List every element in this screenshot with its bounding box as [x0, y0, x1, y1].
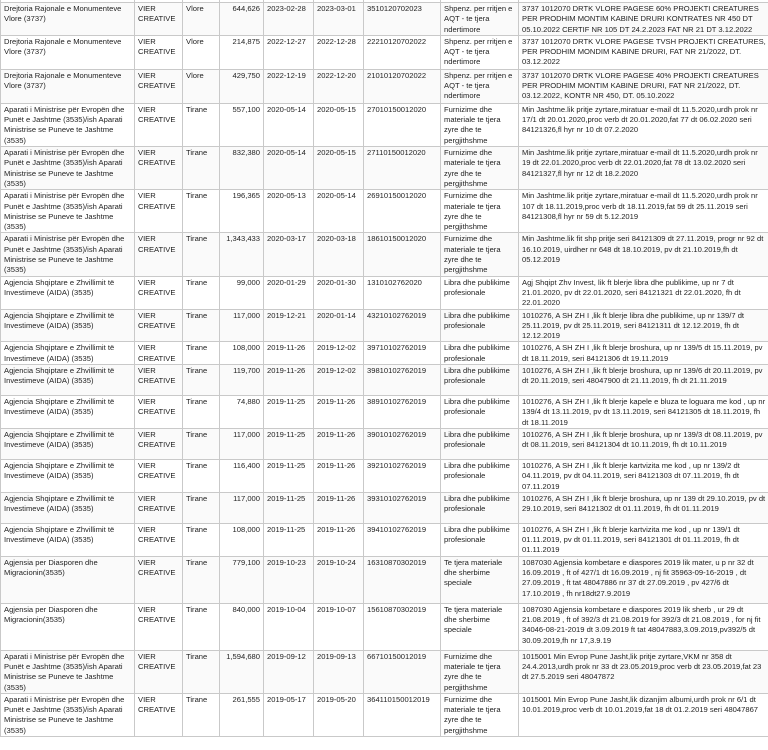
description-cell: 1010276, A SH ZH I ,lik ft blerje broshura, up nr 139/3 dt 08.11.2019, pv dt 08.11.2019, seri 84121304 dt 10.11.2019, fh dt 10.11.2019	[519, 428, 768, 459]
description-cell: 3737 1012070 DRTK VLORE PAGESE 60% PROJEKTI CREATURES PER PRODHIM MONTIM KABINE DRURI KONTRATES NR 450 DT 05.10.2022 CERTIF NR 105 DT 24.2.2023 FAT NR 21 DT 3.12.2022	[519, 3, 768, 36]
date-cell: 2019-11-25	[264, 459, 314, 492]
reference-cell: 21010120702022	[364, 69, 441, 103]
description-cell: 3737 1012070 DRTK VLORE PAGESE TVSH PROJEKTI CREATURES, PER PRODHIM MONDIM KABINE DRURI, FAT NR 21/2022, DT. 03.12.2022	[519, 35, 768, 69]
city-cell: Tirane	[183, 556, 220, 603]
description-cell: Min Jashtme.lik pritje zyrtare,miratuar e-mail dt 11.5.2020,urdh prok nr 17/1 dt 20.01.2020,proc verb dt 20.01.2020,fat 77 dt 06.02.2020 seri 84121326,fl hyr nr 10 dt 07.2.2020	[519, 103, 768, 146]
table-row	[1, 396, 768, 429]
date-cell: 2019-12-21	[264, 309, 314, 342]
reference-cell: 27110150012020	[364, 147, 441, 190]
date-cell: 2020-01-29	[264, 276, 314, 309]
amount-cell: 117,000	[220, 492, 264, 523]
reference-cell: 22210120702022	[364, 35, 441, 69]
table-row	[1, 365, 768, 396]
table-row	[1, 147, 768, 190]
category-cell: Furnizime dhe materiale te tjera zyre dhe te pergjithshme	[441, 693, 519, 736]
institution-cell: Agjencia Shqiptare e Zhvillimit të Investimeve (AIDA) (3535)	[1, 365, 135, 396]
table-row	[1, 190, 768, 233]
amount-cell: 99,000	[220, 276, 264, 309]
category-cell: Libra dhe publikime profesionale	[441, 523, 519, 556]
date-cell: 2019-09-13	[314, 650, 364, 693]
city-cell: Tirane	[183, 428, 220, 459]
date-cell: 2019-10-23	[264, 556, 314, 603]
date-cell: 2019-05-20	[314, 693, 364, 736]
category-cell: Shpenz. per rritjen e AQT - te tjera ndertimore	[441, 3, 519, 36]
category-cell: Furnizime dhe materiale te tjera zyre dhe te pergjithshme	[441, 147, 519, 190]
table-row	[1, 603, 768, 650]
date-cell: 2019-12-02	[314, 342, 364, 365]
category-cell: Te tjera materiale dhe sherbime speciale	[441, 556, 519, 603]
amount-cell: 117,000	[220, 428, 264, 459]
reference-cell: 3510120702023	[364, 3, 441, 36]
institution-cell: Agjencia Shqiptare e Zhvillimit të Investimeve (AIDA) (3535)	[1, 492, 135, 523]
date-cell: 2019-11-25	[264, 492, 314, 523]
city-cell: Tirane	[183, 603, 220, 650]
city-cell: Tirane	[183, 523, 220, 556]
date-cell: 2019-05-17	[264, 693, 314, 736]
date-cell: 2019-10-07	[314, 603, 364, 650]
institution-cell: Drejtoria Rajonale e Monumenteve Vlore (3737)	[1, 35, 135, 69]
table-row	[1, 342, 768, 365]
supplier-cell: VIER CREATIVE	[135, 650, 183, 693]
amount-cell: 261,555	[220, 693, 264, 736]
supplier-cell: VIER CREATIVE	[135, 396, 183, 429]
city-cell: Tirane	[183, 396, 220, 429]
amount-cell: 644,626	[220, 3, 264, 36]
category-cell: Shpenz. per rritjen e AQT - te tjera ndertimore	[441, 69, 519, 103]
category-cell: Libra dhe publikime profesionale	[441, 365, 519, 396]
supplier-cell: VIER CREATIVE	[135, 103, 183, 146]
table-row	[1, 492, 768, 523]
supplier-cell: VIER CREATIVE	[135, 233, 183, 276]
date-cell: 2019-11-26	[314, 523, 364, 556]
table-row	[1, 428, 768, 459]
date-cell: 2019-11-25	[264, 396, 314, 429]
supplier-cell: VIER CREATIVE	[135, 428, 183, 459]
category-cell: Libra dhe publikime profesionale	[441, 428, 519, 459]
city-cell: Tirane	[183, 276, 220, 309]
supplier-cell: VIER CREATIVE	[135, 556, 183, 603]
institution-cell: Agjencia Shqiptare e Zhvillimit të Investimeve (AIDA) (3535)	[1, 459, 135, 492]
amount-cell: 840,000	[220, 603, 264, 650]
category-cell: Te tjera materiale dhe sherbime speciale	[441, 603, 519, 650]
reference-cell: 43210102762019	[364, 309, 441, 342]
category-cell: Libra dhe publikime profesionale	[441, 309, 519, 342]
date-cell: 2020-01-14	[314, 309, 364, 342]
description-cell: 1015001 Min Evrop Pune Jasht,lik dizanjim albumi,urdh prok nr 6/1 dt 10.01.2019,proc verb dt 10.01.2019,fat 18 dt 01.2.2019 seri 48047867	[519, 693, 768, 736]
institution-cell: Aparati i Ministrise për Evropën dhe Punët e Jashtme (3535)/ish Aparati Ministrise se Puneve te Jashtme (3535)	[1, 233, 135, 276]
description-cell: Agj Shqipt Zhv Invest, lik ft blerje libra dhe publikime, up nr 7 dt 21.01.2020, pv dt 22.01.2020, seri 84121321 dt 22.01.2020, fh dt 22.01.2020	[519, 276, 768, 309]
category-cell: Libra dhe publikime profesionale	[441, 276, 519, 309]
date-cell: 2019-11-26	[314, 459, 364, 492]
category-cell: Furnizime dhe materiale te tjera zyre dhe te pergjithshme	[441, 233, 519, 276]
supplier-cell: VIER CREATIVE	[135, 459, 183, 492]
category-cell: Furnizime dhe materiale te tjera zyre dhe te pergjithshme	[441, 103, 519, 146]
institution-cell: Aparati i Ministrise për Evropën dhe Punët e Jashtme (3535)/ish Aparati Ministrise se Puneve te Jashtme (3535)	[1, 147, 135, 190]
date-cell: 2019-09-12	[264, 650, 314, 693]
reference-cell: 15610870302019	[364, 603, 441, 650]
amount-cell: 117,000	[220, 309, 264, 342]
date-cell: 2019-11-25	[264, 428, 314, 459]
date-cell: 2022-12-28	[314, 35, 364, 69]
description-cell: Min Jashtme.lik fit shp pritje seri 84121309 dt 27.11.2019, progr nr 92 dt 16.10.2019, uirdher nr 648 dt 18.10.2019, pv dt 21.10.2019,fh dt 05.12.2019	[519, 233, 768, 276]
institution-cell: Drejtoria Rajonale e Monumenteve Vlore (3737)	[1, 3, 135, 36]
description-cell: 1010276, A SH ZH I ,lik ft blerje libra dhe publikime, up nr 139/7 dt 25.11.2019, pv dt 25.11.2019, seri 84121311 dt 12.12.2019, fh dt 12.12.2019	[519, 309, 768, 342]
city-cell: Tirane	[183, 190, 220, 233]
category-cell: Furnizime dhe materiale te tjera zyre dhe te pergjithshme	[441, 190, 519, 233]
category-cell: Libra dhe publikime profesionale	[441, 492, 519, 523]
supplier-cell: VIER CREATIVE	[135, 309, 183, 342]
institution-cell: Agjensia per Diasporen dhe Migracionin(3535)	[1, 556, 135, 603]
institution-cell: Agjencia Shqiptare e Zhvillimit të Investimeve (AIDA) (3535)	[1, 428, 135, 459]
amount-cell: 779,100	[220, 556, 264, 603]
supplier-cell: VIER CREATIVE	[135, 3, 183, 36]
description-cell: 1010276, A SH ZH I ,lik ft blerje kartvizita me kod , up nr 139/1 dt 01.11.2019, pv dt 01.11.2019, seri 84121301 dt 01.11.2019, fh dt 01.11.2019	[519, 523, 768, 556]
description-cell: 1087030 Agjensia kombetare e diaspores 2019 lik sherb , ur 29 dt 21.08.2019 , ft of 392/3 dt 21.08.2019 for 392/3 dt 21.08.2019 , for nj fit 34046-08-21-2019 dt 3.09.2019 ft tat 48047883,3.09.2019,pv392/5 dt 30.09.2019,fh nr 17,3.9.19	[519, 603, 768, 650]
city-cell: Tirane	[183, 103, 220, 146]
supplier-cell: VIER CREATIVE	[135, 342, 183, 365]
city-cell: Tirane	[183, 650, 220, 693]
date-cell: 2023-02-28	[264, 3, 314, 36]
amount-cell: 832,380	[220, 147, 264, 190]
table-row	[1, 35, 768, 69]
institution-cell: Aparati i Ministrise për Evropën dhe Punët e Jashtme (3535)/ish Aparati Ministrise se Puneve te Jashtme (3535)	[1, 650, 135, 693]
amount-cell: 74,880	[220, 396, 264, 429]
table-row	[1, 693, 768, 736]
reference-cell: 16310870302019	[364, 556, 441, 603]
city-cell: Tirane	[183, 342, 220, 365]
reference-cell: 18610150012020	[364, 233, 441, 276]
institution-cell: Agjencia Shqiptare e Zhvillimit të Investimeve (AIDA) (3535)	[1, 396, 135, 429]
supplier-cell: VIER CREATIVE	[135, 276, 183, 309]
table-row	[1, 276, 768, 309]
description-cell: 1010276, A SH ZH I ,lik ft blerje kapele e bluza te loguara me kod , up nr 139/4 dt 13.11.2019, pv dt 13.11.2019, seri 84121305 dt 18.11.2019, fh dt 18.11.2019	[519, 396, 768, 429]
date-cell: 2020-05-14	[314, 190, 364, 233]
table-row	[1, 556, 768, 603]
reference-cell: 1310102762020	[364, 276, 441, 309]
city-cell: Tirane	[183, 147, 220, 190]
description-cell: 1010276, A SH ZH I ,lik ft blerje broshura, up nr 139 dt 29.10.2019, pv dt 29.10.2019, seri 84121302 dt 01.11.2019, fh dt 01.11.2019	[519, 492, 768, 523]
date-cell: 2019-10-04	[264, 603, 314, 650]
date-cell: 2022-12-19	[264, 69, 314, 103]
date-cell: 2020-05-13	[264, 190, 314, 233]
table-row	[1, 3, 768, 36]
amount-cell: 557,100	[220, 103, 264, 146]
supplier-cell: VIER CREATIVE	[135, 147, 183, 190]
institution-cell: Aparati i Ministrise për Evropën dhe Punët e Jashtme (3535)/ish Aparati Ministrise se Puneve te Jashtme (3535)	[1, 693, 135, 736]
amount-cell: 429,750	[220, 69, 264, 103]
city-cell: Vlore	[183, 69, 220, 103]
reference-cell: 66710150012019	[364, 650, 441, 693]
institution-cell: Agjencia Shqiptare e Zhvillimit të Investimeve (AIDA) (3535)	[1, 342, 135, 365]
table-body	[1, 0, 768, 737]
description-cell: 1010276, A SH ZH I ,lik ft blerje kartvizita me kod , up nr 139/2 dt 04.11.2019, pv dt 04.11.2019, seri 84121303 dt 07.11.2019, fh dt 07.11.2019	[519, 459, 768, 492]
date-cell: 2020-01-30	[314, 276, 364, 309]
date-cell: 2020-05-14	[264, 147, 314, 190]
supplier-cell: VIER CREATIVE	[135, 69, 183, 103]
table-row	[1, 309, 768, 342]
category-cell: Libra dhe publikime profesionale	[441, 342, 519, 365]
table-row	[1, 103, 768, 146]
date-cell: 2022-12-20	[314, 69, 364, 103]
supplier-cell: VIER CREATIVE	[135, 492, 183, 523]
reference-cell: 364110150012019	[364, 693, 441, 736]
date-cell: 2023-03-01	[314, 3, 364, 36]
amount-cell: 214,875	[220, 35, 264, 69]
amount-cell: 119,700	[220, 365, 264, 396]
reference-cell: 26910150012020	[364, 190, 441, 233]
institution-cell: Agjencia Shqiptare e Zhvillimit të Investimeve (AIDA) (3535)	[1, 523, 135, 556]
table-row	[1, 69, 768, 103]
amount-cell: 108,000	[220, 523, 264, 556]
date-cell: 2020-03-18	[314, 233, 364, 276]
date-cell: 2019-12-02	[314, 365, 364, 396]
date-cell: 2019-10-24	[314, 556, 364, 603]
amount-cell: 1,343,433	[220, 233, 264, 276]
institution-cell: Aparati i Ministrise për Evropën dhe Punët e Jashtme (3535)/ish Aparati Ministrise se Puneve te Jashtme (3535)	[1, 103, 135, 146]
institution-cell: Agjensia per Diasporen dhe Migracionin(3535)	[1, 603, 135, 650]
table-row	[1, 650, 768, 693]
institution-cell: Agjencia Shqiptare e Zhvillimit të Investimeve (AIDA) (3535)	[1, 309, 135, 342]
supplier-cell: VIER CREATIVE	[135, 190, 183, 233]
description-cell: 3737 1012070 DRTK VLORE PAGESE 40% PROJEKTI CREATURES PER PRODHIM MONTIM KABINE DRURI, FAT NR 21/2022, DT. 03.12.2022, KONTR NR 450, DT. 05.10.2022	[519, 69, 768, 103]
date-cell: 2020-05-15	[314, 147, 364, 190]
table-row	[1, 523, 768, 556]
description-cell: 1015001 Min Evrop Pune Jasht,lik pritje zyrtare,VKM nr 358 dt 24.4.2013,urdh prok nr 33 dt 23.05.2019,proc verb dt 23.05.2019,fat 23 dt 27.5.2019 seri 48047872	[519, 650, 768, 693]
city-cell: Vlore	[183, 3, 220, 36]
description-cell: Min Jashtme.lik pritje zyrtare,miratuar e-mail dt 11.5.2020,urdh prok nr 19 dt 22.01.2020,proc verb dt 22.01.2020,fat 78 dt 13.02.2020 seri 84121327,fl hyr nr 12 dt 18.2.2020	[519, 147, 768, 190]
supplier-cell: VIER CREATIVE	[135, 603, 183, 650]
reference-cell: 39810102762019	[364, 365, 441, 396]
category-cell: Libra dhe publikime profesionale	[441, 459, 519, 492]
supplier-cell: VIER CREATIVE	[135, 35, 183, 69]
description-cell: Min Jashtme.lik pritje zyrtare,miratuar e-mail dt 11.5.2020,urdh prok nr 107 dt 18.11.2019,proc verb dt 18.11.2019,fat 59 dt 25.11.2019 seri 84121308,fl hyr nr 59 dt 5.12.2019	[519, 190, 768, 233]
city-cell: Tirane	[183, 459, 220, 492]
city-cell: Tirane	[183, 693, 220, 736]
date-cell: 2019-11-25	[264, 523, 314, 556]
date-cell: 2022-12-27	[264, 35, 314, 69]
supplier-cell: VIER CREATIVE	[135, 365, 183, 396]
city-cell: Tirane	[183, 233, 220, 276]
reference-cell: 39310102762019	[364, 492, 441, 523]
date-cell: 2020-03-17	[264, 233, 314, 276]
amount-cell: 116,400	[220, 459, 264, 492]
reference-cell: 27010150012020	[364, 103, 441, 146]
reference-cell: 39410102762019	[364, 523, 441, 556]
reference-cell: 39710102762019	[364, 342, 441, 365]
amount-cell: 196,365	[220, 190, 264, 233]
supplier-cell: VIER CREATIVE	[135, 523, 183, 556]
date-cell: 2019-11-26	[314, 428, 364, 459]
date-cell: 2019-11-26	[264, 342, 314, 365]
description-cell: 1010276, A SH ZH I ,lik ft blerje broshura, up nr 139/6 dt 20.11.2019, pv dt 20.11.2019, seri 48047900 dt 21.11.2019, fh dt 21.11.2019	[519, 365, 768, 396]
institution-cell: Aparati i Ministrise për Evropën dhe Punët e Jashtme (3535)/ish Aparati Ministrise se Puneve te Jashtme (3535)	[1, 190, 135, 233]
description-cell: 1010276, A SH ZH I ,lik ft blerje broshura, up nr 139/5 dt 15.11.2019, pv dt 18.11.2019, seri 84121306 dt 19.11.2019	[519, 342, 768, 365]
date-cell: 2019-11-26	[264, 365, 314, 396]
date-cell: 2020-05-14	[264, 103, 314, 146]
city-cell: Vlore	[183, 35, 220, 69]
amount-cell: 1,594,680	[220, 650, 264, 693]
city-cell: Tirane	[183, 365, 220, 396]
reference-cell: 39210102762019	[364, 459, 441, 492]
supplier-cell: VIER CREATIVE	[135, 693, 183, 736]
reference-cell: 39010102762019	[364, 428, 441, 459]
date-cell: 2019-11-26	[314, 396, 364, 429]
city-cell: Tirane	[183, 309, 220, 342]
date-cell: 2019-11-26	[314, 492, 364, 523]
institution-cell: Agjencia Shqiptare e Zhvillimit të Investimeve (AIDA) (3535)	[1, 276, 135, 309]
amount-cell: 108,000	[220, 342, 264, 365]
category-cell: Libra dhe publikime profesionale	[441, 396, 519, 429]
category-cell: Furnizime dhe materiale te tjera zyre dhe te pergjithshme	[441, 650, 519, 693]
reference-cell: 38910102762019	[364, 396, 441, 429]
institution-cell: Drejtoria Rajonale e Monumenteve Vlore (3737)	[1, 69, 135, 103]
description-cell: 1087030 Agjensia kombetare e diaspores 2019 lik mater, u p nr 32 dt 16.09.2019 , ft of 427/1 dt 16.09.2019 , nj fit 35963-09-16-2019 , dt 27.09.2019 , ft tat 48047886 nr 37 dt 27.09.2019 , pv 427/6 dt 17.10.2019 , fh nr18dt27.9.2019	[519, 556, 768, 603]
table-row	[1, 233, 768, 276]
city-cell: Tirane	[183, 492, 220, 523]
category-cell: Shpenz. per rritjen e AQT - te tjera ndertimore	[441, 35, 519, 69]
table-row	[1, 459, 768, 492]
date-cell: 2020-05-15	[314, 103, 364, 146]
